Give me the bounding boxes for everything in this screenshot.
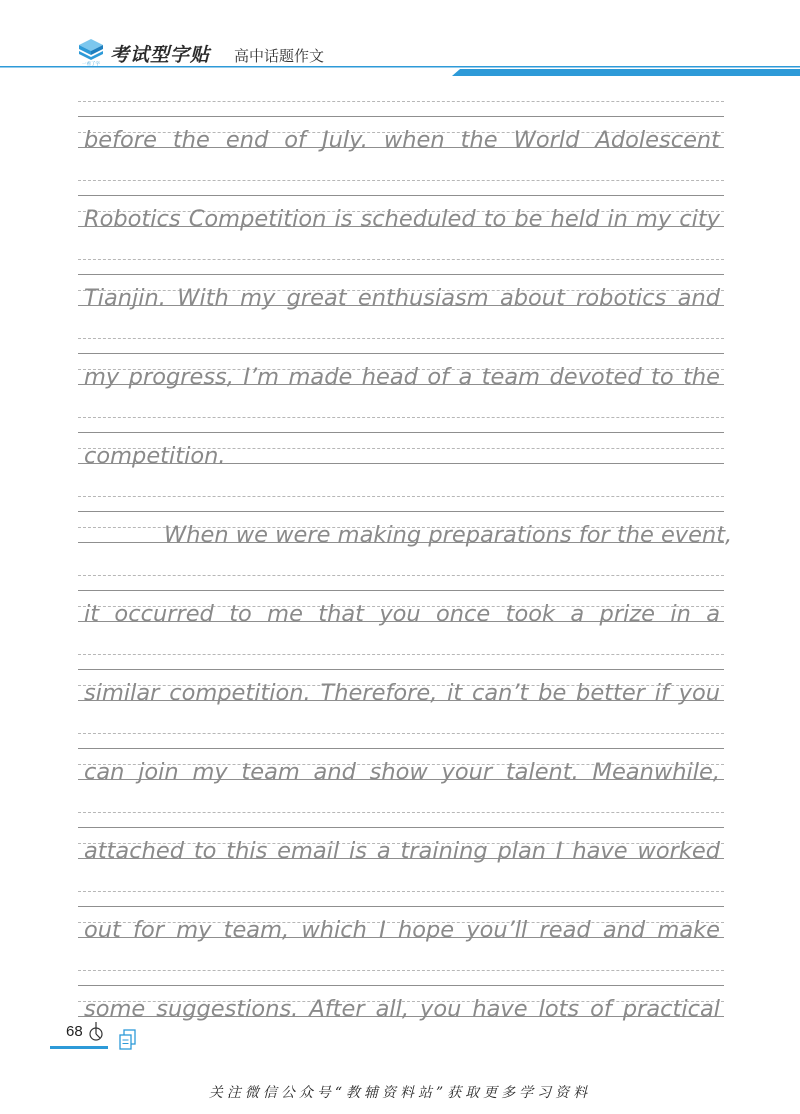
copy-text-line: some suggestions. After all, you have lots of practical <box>84 996 720 1022</box>
copy-text-line: it occurred to me that you once took a prize in a <box>84 601 720 627</box>
page-number: 68 <box>66 1023 83 1040</box>
writing-row <box>78 560 724 639</box>
copy-text-line: similar competition. Therefore, it can’t be better if you <box>84 680 720 706</box>
writing-row <box>78 876 724 955</box>
page-header <box>0 0 800 78</box>
copy-text-line: attached to this email is a training plan I have worked <box>84 838 720 864</box>
brand-title: 考试型字贴 <box>110 44 211 66</box>
writing-row <box>78 481 733 560</box>
pen-nib-icon <box>88 1020 104 1042</box>
copy-text-line: When we were making preparations for the event, <box>164 522 733 548</box>
writing-row <box>78 797 724 876</box>
writing-row <box>78 165 724 244</box>
writing-row <box>78 323 724 402</box>
copy-text-line: out for my team, which I hope you’ll read and make <box>84 917 720 943</box>
copybook-sheet <box>78 86 733 1034</box>
copy-text-line: can join my team and show your talent. Meanwhile, <box>84 759 720 785</box>
writing-row <box>78 955 724 1034</box>
writing-row <box>78 718 724 797</box>
header-accent-line <box>0 64 800 76</box>
copy-text-line: my progress, I’m made head of a team devoted to the <box>84 364 720 390</box>
copy-text-line: before the end of July. when the World Adolescent <box>84 127 720 153</box>
book-stack-logo-icon <box>76 36 106 66</box>
writing-row <box>78 86 724 165</box>
writing-row <box>78 244 724 323</box>
book-subtitle: 高中话题作文 <box>234 47 325 65</box>
footer-promo-note: 关注微信公众号“教辅资料站”获取更多学习资料 <box>208 1085 592 1101</box>
writing-row <box>78 639 724 718</box>
copy-text-line: Robotics Competition is scheduled to be held in my city <box>84 206 720 232</box>
logo-caption: 一看了字 <box>82 62 100 66</box>
page-number-underline <box>50 1046 108 1049</box>
copy-text-line: Tianjin. With my great enthusiasm about robotics and <box>84 285 720 311</box>
writing-row <box>78 402 724 481</box>
copy-text-line: competition. <box>84 443 226 469</box>
copy-pages-icon <box>118 1028 138 1052</box>
